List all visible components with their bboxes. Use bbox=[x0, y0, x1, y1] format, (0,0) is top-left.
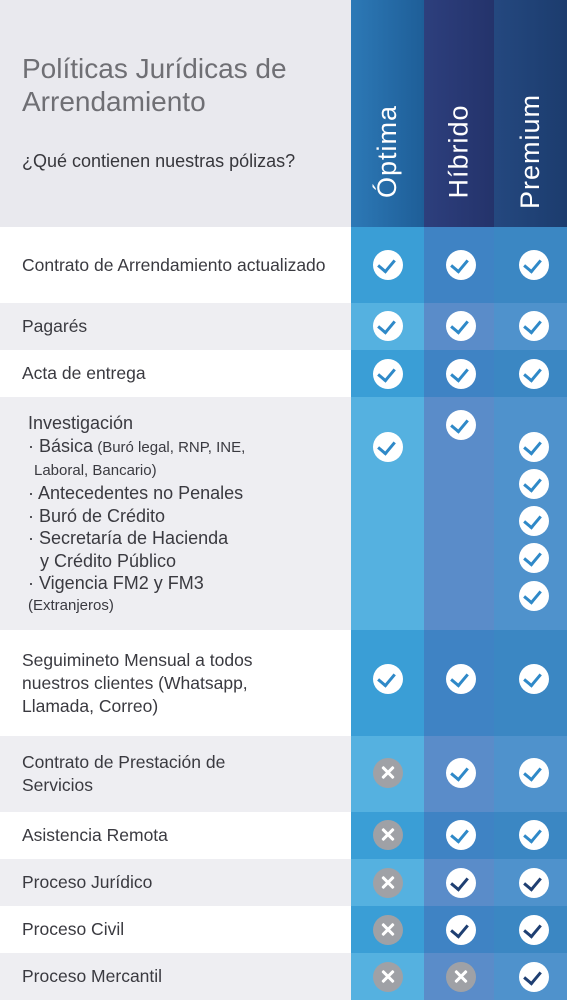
row-label: Proceso Jurídico bbox=[0, 859, 351, 906]
investigacion-item: · Vigencia FM2 y FM3 bbox=[28, 573, 204, 593]
investigacion-item: (Extranjeros) bbox=[28, 596, 114, 614]
table-row bbox=[0, 812, 567, 859]
table-row bbox=[0, 227, 567, 303]
cell-premium bbox=[494, 859, 567, 906]
cell-optima bbox=[351, 303, 424, 350]
check-circle-icon bbox=[519, 581, 549, 611]
row-label: Contrato de Prestación de Servicios bbox=[0, 736, 351, 812]
table-row bbox=[0, 350, 567, 397]
check-circle-icon bbox=[446, 410, 476, 440]
cell-hibrido bbox=[424, 350, 494, 397]
page-subtitle: ¿Qué contienen nuestras pólizas? bbox=[22, 151, 296, 171]
column-label-premium: Premium bbox=[515, 93, 546, 210]
table-row bbox=[0, 953, 567, 1000]
check-circle-icon bbox=[519, 359, 549, 389]
check-circle-icon bbox=[446, 311, 476, 341]
table-header bbox=[0, 0, 567, 227]
cell-hibrido bbox=[424, 303, 494, 350]
page-title: Políticas Jurídicas de Arrendamiento bbox=[22, 53, 287, 117]
row-label: Proceso Mercantil bbox=[0, 953, 351, 1000]
table-row bbox=[0, 736, 567, 812]
investigacion-item: · Buró de Crédito bbox=[28, 505, 166, 526]
investigacion-item: Laboral, Bancario) bbox=[34, 461, 157, 479]
x-circle-icon bbox=[373, 915, 403, 945]
cell-hibrido bbox=[424, 736, 494, 812]
check-circle-icon bbox=[519, 311, 549, 341]
row-label: Proceso Civil bbox=[22, 919, 125, 939]
check-circle-icon bbox=[373, 359, 403, 389]
cell-premium bbox=[494, 397, 567, 630]
cell-hibrido bbox=[424, 812, 494, 859]
row-label: Seguimineto Mensual a todos nuestros clientes (Whatsapp, Llamada, Correo) bbox=[22, 649, 253, 716]
check-circle-icon bbox=[373, 311, 403, 341]
cell-premium bbox=[494, 736, 567, 812]
row-label: Acta de entrega bbox=[22, 363, 146, 383]
investigacion-details bbox=[28, 412, 348, 617]
check-circle-icon bbox=[519, 506, 549, 536]
check-circle-icon bbox=[446, 250, 476, 280]
x-circle-icon bbox=[373, 758, 403, 788]
x-circle-icon bbox=[373, 962, 403, 992]
check-circle-icon bbox=[519, 868, 549, 898]
investigacion-item: · Antecedentes no Penales bbox=[28, 483, 244, 503]
cell-optima bbox=[351, 397, 424, 630]
check-circle-icon bbox=[519, 962, 549, 992]
check-circle-icon bbox=[519, 432, 549, 462]
x-circle-icon bbox=[446, 962, 476, 992]
check-circle-icon bbox=[373, 664, 403, 694]
cell-premium bbox=[494, 350, 567, 397]
check-circle-icon bbox=[519, 664, 549, 694]
cell-premium bbox=[494, 906, 567, 953]
cell-premium bbox=[494, 953, 567, 1000]
cell-optima bbox=[351, 953, 424, 1000]
cell-premium bbox=[494, 303, 567, 350]
row-label: Contrato de Arrendamiento actualizado bbox=[22, 254, 326, 275]
column-label-optima: Óptima bbox=[372, 104, 402, 199]
check-circle-icon bbox=[519, 469, 549, 499]
check-circle-icon bbox=[446, 664, 476, 694]
investigacion-item: · Básica (Buró legal, RNP, INE, bbox=[28, 436, 246, 456]
column-header-hibrido bbox=[424, 0, 494, 227]
cell-optima bbox=[351, 227, 424, 303]
table-row bbox=[0, 630, 567, 736]
cell-premium bbox=[494, 812, 567, 859]
x-circle-icon bbox=[373, 820, 403, 850]
cell-optima bbox=[351, 859, 424, 906]
table-row bbox=[0, 303, 567, 350]
check-circle-icon bbox=[373, 432, 403, 462]
check-circle-icon bbox=[519, 543, 549, 573]
header-title-area bbox=[0, 0, 351, 227]
cell-premium bbox=[494, 227, 567, 303]
check-circle-icon bbox=[446, 820, 476, 850]
cell-optima bbox=[351, 906, 424, 953]
check-circle-icon bbox=[519, 758, 549, 788]
check-circle-icon bbox=[446, 868, 476, 898]
cell-optima bbox=[351, 350, 424, 397]
check-circle-icon bbox=[519, 820, 549, 850]
investigacion-title: Investigación bbox=[28, 413, 134, 433]
x-circle-icon bbox=[373, 868, 403, 898]
check-circle-icon bbox=[373, 250, 403, 280]
row-label: Asistencia Remota bbox=[22, 825, 168, 845]
cell-hibrido bbox=[424, 227, 494, 303]
cell-optima bbox=[351, 812, 424, 859]
cell-hibrido bbox=[424, 859, 494, 906]
check-circle-icon bbox=[446, 758, 476, 788]
cell-optima bbox=[351, 630, 424, 736]
column-header-premium bbox=[494, 0, 567, 227]
cell-premium bbox=[494, 630, 567, 736]
cell-hibrido bbox=[424, 953, 494, 1000]
check-circle-icon bbox=[446, 915, 476, 945]
column-label-hibrido: Híbrido bbox=[443, 104, 474, 199]
table-row bbox=[0, 859, 567, 906]
investigacion-item: y Crédito Público bbox=[40, 550, 177, 571]
row-label: Pagarés bbox=[0, 303, 351, 350]
investigacion-item: · Secretaría de Hacienda bbox=[28, 528, 229, 548]
check-circle-icon bbox=[446, 359, 476, 389]
table-row bbox=[0, 906, 567, 953]
column-header-optima bbox=[351, 0, 424, 227]
cell-optima bbox=[351, 736, 424, 812]
check-circle-icon bbox=[519, 915, 549, 945]
check-circle-icon bbox=[519, 250, 549, 280]
cell-hibrido bbox=[424, 397, 494, 630]
cell-hibrido bbox=[424, 906, 494, 953]
cell-hibrido bbox=[424, 630, 494, 736]
